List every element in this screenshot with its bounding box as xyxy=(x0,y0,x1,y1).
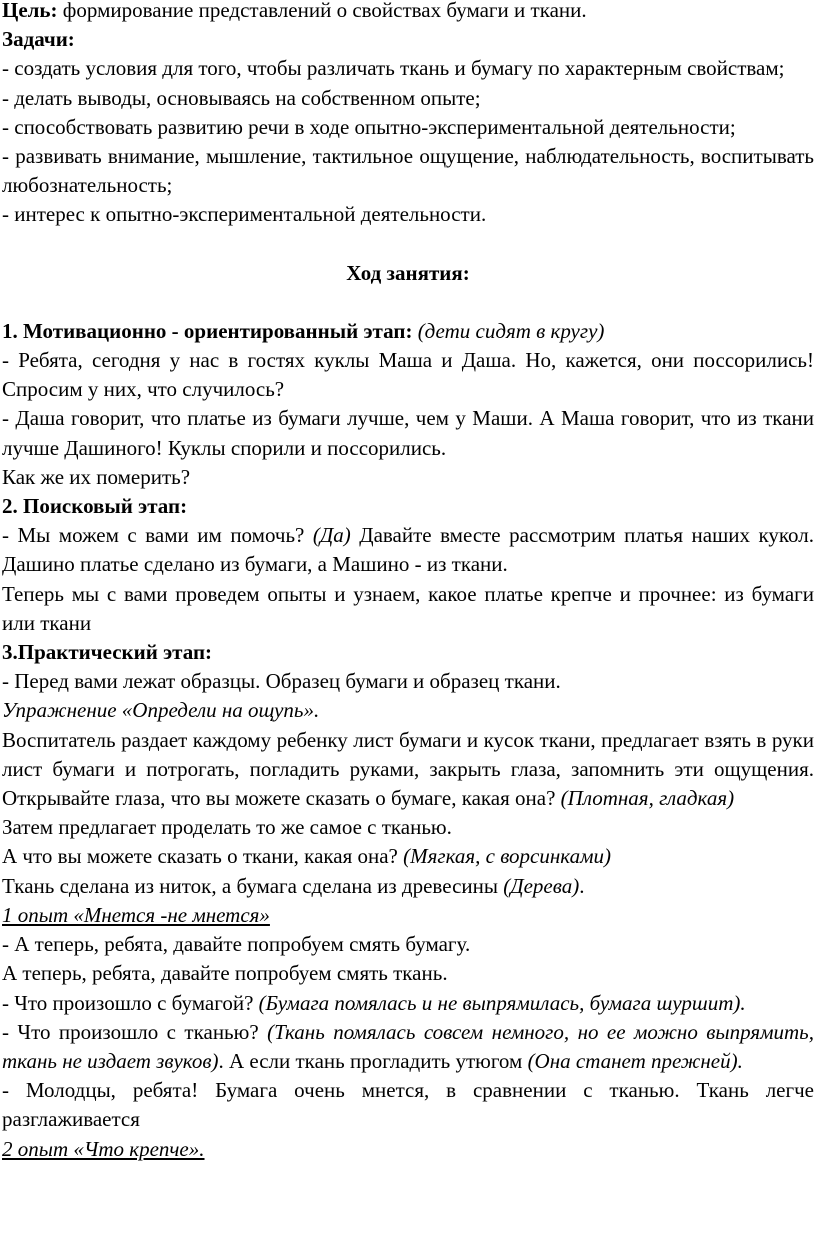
experiment1-paragraph: - Молодцы, ребята! Бумага очень мнется, в сравнении с тканью. Ткань легче разглаживается xyxy=(2,1078,814,1132)
experiment1-title: 1 опыт «Мнется -не мнется» xyxy=(2,902,270,927)
experiment1-answer: (Она станет прежней). xyxy=(527,1048,743,1073)
experiment1-paragraph xyxy=(2,1018,814,1076)
stage2-paragraph: Теперь мы с вами проведем опыты и узнаем, какое платье крепче и прочнее: из бумаги или ткани xyxy=(2,581,814,635)
tasks-label: Задачи: xyxy=(2,27,75,52)
stage3-paragraph: Затем предлагает проделать то же самое с тканью. xyxy=(2,815,452,840)
task-item: - создать условия для того, чтобы различать ткань и бумагу по характерным свойствам; xyxy=(2,56,785,81)
stage2-paragraph xyxy=(2,521,814,579)
stage1-title: 1. Мотивационно - ориентированный этап: xyxy=(2,318,413,343)
stage3-text: Воспитатель раздает каждому ребенку лист бумаги и кусок ткани, предлагает взять в руки лист бумаги и потрогать, погладить руками, закрыть глаза, запомнить эти ощущения. Открывайте глаза, что вы можете сказать о бумаге, какая она? xyxy=(2,727,814,811)
stage3-title: 3.Практический этап: xyxy=(2,640,213,665)
experiment1-text: . А если ткань прогладить утюгом xyxy=(218,1048,528,1073)
experiment1-paragraph: - А теперь, ребята, давайте попробуем смять бумагу. xyxy=(2,932,471,957)
task-item: - делать выводы, основываясь на собственном опыте; xyxy=(2,85,481,110)
stage2-text: Давайте вместе рассмотрим платья наших кукол. Дашино платье сделано из бумаги, а Машино - из ткани. xyxy=(2,523,815,577)
stage3-text: А что вы можете сказать о ткани, какая она? xyxy=(2,844,404,869)
spacer xyxy=(2,288,814,317)
experiment1-paragraph: А теперь, ребята, давайте попробуем смять ткань. xyxy=(2,961,448,986)
stage2-answer: (Да) xyxy=(312,523,351,548)
stage1-paragraph: - Даша говорит, что платье из бумаги лучше, чем у Маши. А Маша говорит, что из ткани лучше Дашиного! Куклы спорили и поссорились. xyxy=(2,406,814,460)
stage3-text: . xyxy=(579,873,585,898)
task-item: - интерес к опытно-экспериментальной деятельности. xyxy=(2,202,487,227)
stage3-paragraph xyxy=(2,726,814,814)
goal-text: формирование представлений о свойствах бумаги и ткани. xyxy=(57,0,587,22)
stage3-answer: (Дерева) xyxy=(503,873,580,898)
stage1-paragraph: Как же их померить? xyxy=(2,464,191,489)
experiment1-answer: (Ткань помялась совсем немного, но ее можно выпрямить, ткань не издает звуков) xyxy=(2,1019,814,1073)
stage2-title: 2. Поисковый этап: xyxy=(2,494,188,519)
stage3-answer: (Мягкая, с ворсинками) xyxy=(403,844,611,869)
spacer xyxy=(2,230,814,259)
experiment1-answer: (Бумага помялась и не выпрямилась, бумага шуршит). xyxy=(258,990,746,1015)
stage1-note: (дети сидят в кругу) xyxy=(412,318,605,343)
goal-line xyxy=(2,0,814,25)
stage1-paragraph: - Ребята, сегодня у нас в гостях куклы Маша и Даша. Но, кажется, они поссорились! Спросим у них, что случилось? xyxy=(2,348,814,402)
experiment1-text: - Что произошло с бумагой? xyxy=(2,990,259,1015)
exercise-title: Упражнение «Определи на ощупь». xyxy=(2,698,320,723)
stage1-heading xyxy=(2,317,814,346)
lesson-heading: Ход занятия: xyxy=(346,260,470,285)
stage2-text: - Мы можем с вами им помочь? xyxy=(2,523,313,548)
goal-label: Цель: xyxy=(2,0,58,22)
task-item: - способствовать развитию речи в ходе опытно-экспериментальной деятельности; xyxy=(2,114,736,139)
experiment1-text: - Что произошло с тканью? xyxy=(2,1019,268,1044)
stage3-paragraph xyxy=(2,842,814,871)
experiment1-paragraph xyxy=(2,989,814,1018)
stage3-paragraph xyxy=(2,872,814,901)
stage3-paragraph: - Перед вами лежат образцы. Образец бумаги и образец ткани. xyxy=(2,669,561,694)
task-item: - развивать внимание, мышление, тактильное ощущение, наблюдательность, воспитывать любознательность; xyxy=(2,144,814,198)
stage3-text: Ткань сделана из ниток, а бумага сделана из древесины xyxy=(2,873,504,898)
stage3-answer: (Плотная, гладкая) xyxy=(560,786,735,811)
experiment2-title: 2 опыт «Что крепче». xyxy=(2,1136,205,1161)
